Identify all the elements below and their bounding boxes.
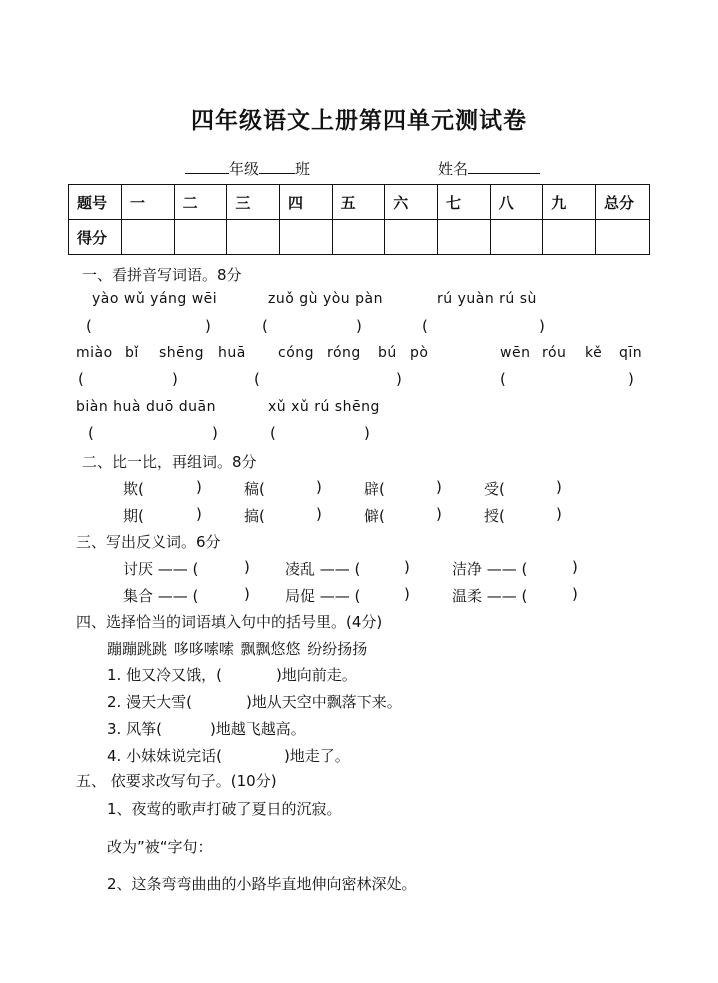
compare-close: ) (316, 505, 322, 523)
compare-item: 受( (484, 480, 505, 498)
sentence-after: )地走了。 (283, 747, 350, 765)
name-label: 姓名 (438, 160, 469, 178)
antonym-item: 讨厌 —— ( (123, 560, 199, 578)
grade-label: 年级 (229, 160, 260, 178)
table-cell: 二 (174, 185, 227, 220)
table-cell: 五 (332, 185, 385, 220)
score-input-cell[interactable] (490, 220, 543, 255)
pinyin: bú (378, 345, 397, 361)
name-blank[interactable] (468, 159, 540, 174)
antonym-item: 洁净 —— ( (452, 560, 528, 578)
table-cell: 三 (227, 185, 280, 220)
answer-paren-open: ( (422, 317, 428, 335)
pinyin: yào wǔ yáng wēi (92, 291, 218, 307)
answer-paren-close: ) (205, 317, 211, 335)
answer-paren-open: ( (262, 317, 268, 335)
sentence-before: 3. 风筝( (107, 720, 162, 738)
answer-paren-open: ( (86, 317, 92, 335)
section4-heading: 四、选择恰当的词语填入句中的括号里。(4分) (76, 613, 383, 631)
sentence-before: 1. 他又冷又饿，( (107, 666, 222, 684)
compare-item: 辟( (364, 480, 385, 498)
pinyin: qīn (619, 345, 643, 361)
score-input-cell[interactable] (174, 220, 227, 255)
table-cell: 六 (385, 185, 438, 220)
score-input-cell[interactable] (332, 220, 385, 255)
pinyin: róng (327, 345, 361, 361)
compare-close: ) (196, 478, 202, 496)
answer-paren-close: ) (356, 317, 362, 335)
compare-item: 搞( (244, 507, 265, 525)
compare-item: 期( (123, 507, 144, 525)
score-input-cell[interactable] (437, 220, 490, 255)
fill-sentence-4 (107, 745, 350, 766)
pinyin: xǔ xǔ rú shēng (268, 399, 380, 415)
antonym-item: 局促 —— ( (285, 587, 361, 605)
table-cell: 四 (279, 185, 332, 220)
grade-class-line (185, 158, 310, 179)
table-cell: 题号 (69, 185, 122, 220)
table-cell: 得分 (69, 220, 122, 255)
pinyin: zuǒ gù yòu pàn (268, 291, 383, 307)
class-blank[interactable] (259, 159, 295, 174)
antonym-item: 温柔 —— ( (452, 587, 528, 605)
section5-heading: 五、 依要求改写句子。(10分) (76, 772, 277, 790)
pinyin: pò (410, 345, 429, 361)
score-table (68, 184, 650, 255)
rewrite-question-2: 2、这条弯弯曲曲的小路毕直地伸向密林深处。 (107, 875, 417, 893)
pinyin: wēn (500, 345, 531, 361)
table-cell: 总分 (596, 185, 650, 220)
page-title: 四年级语文上册第四单元测试卷 (191, 107, 527, 134)
sentence-before: 2. 漫天大雪( (107, 693, 192, 711)
compare-item: 僻( (364, 507, 385, 525)
compare-close: ) (436, 505, 442, 523)
table-cell: 八 (490, 185, 543, 220)
answer-paren-close: ) (172, 370, 178, 388)
antonym-close: ) (404, 585, 410, 603)
sentence-after: )地从天空中飘落下来。 (245, 693, 402, 711)
sentence-before: 4. 小妹妹说完话( (107, 747, 222, 765)
answer-paren-open: ( (270, 424, 276, 442)
compare-close: ) (316, 478, 322, 496)
name-line (438, 158, 540, 179)
word-options: 蹦蹦跳跳 哆哆嗦嗦 飘飘悠悠 纷纷扬扬 (107, 640, 368, 658)
answer-paren-open: ( (88, 424, 94, 442)
pinyin: huā (218, 345, 246, 361)
section2-heading: 二、比一比，再组词。8分 (82, 453, 257, 471)
antonym-close: ) (244, 585, 250, 603)
fill-sentence-3 (107, 718, 306, 739)
pinyin: cóng (278, 345, 315, 361)
answer-paren-close: ) (396, 370, 402, 388)
score-table-score-row (69, 220, 650, 255)
score-input-cell[interactable] (596, 220, 650, 255)
section3-heading: 三、写出反义词。6分 (76, 533, 221, 551)
antonym-item: 集合 —— ( (123, 587, 199, 605)
antonym-item: 凌乱 —— ( (285, 560, 361, 578)
pinyin: kě (585, 345, 603, 361)
fill-sentence-1 (107, 664, 357, 685)
compare-item: 欺( (123, 480, 144, 498)
score-input-cell[interactable] (227, 220, 280, 255)
pinyin: miào (76, 345, 113, 361)
section1-heading: 一、看拼音写词语。8分 (82, 266, 242, 284)
answer-paren-close: ) (539, 317, 545, 335)
answer-paren-open: ( (78, 370, 84, 388)
answer-paren-open: ( (254, 370, 260, 388)
table-cell: 七 (437, 185, 490, 220)
score-input-cell[interactable] (279, 220, 332, 255)
antonym-close: ) (572, 585, 578, 603)
answer-paren-open: ( (500, 370, 506, 388)
compare-item: 稿( (244, 480, 265, 498)
score-input-cell[interactable] (543, 220, 596, 255)
sentence-after: )地越飞越高。 (209, 720, 306, 738)
rewrite-question-1: 1、夜莺的歌声打破了夏日的沉寂。 (107, 800, 342, 818)
grade-blank[interactable] (185, 159, 229, 174)
compare-close: ) (436, 478, 442, 496)
compare-close: ) (196, 505, 202, 523)
compare-item: 授( (484, 507, 505, 525)
score-input-cell[interactable] (122, 220, 175, 255)
fill-sentence-2 (107, 691, 402, 712)
table-cell: 九 (543, 185, 596, 220)
table-cell: 一 (122, 185, 175, 220)
pinyin: bǐ (125, 345, 139, 361)
antonym-close: ) (244, 558, 250, 576)
pinyin: biàn huà duō duān (76, 399, 216, 415)
pinyin: shēng (159, 345, 205, 361)
compare-close: ) (556, 478, 562, 496)
answer-paren-close: ) (364, 424, 370, 442)
sentence-after: )地向前走。 (275, 666, 357, 684)
answer-paren-close: ) (628, 370, 634, 388)
pinyin: rú yuàn rú sù (437, 291, 537, 307)
class-label: 班 (295, 160, 311, 178)
rewrite-instruction-1: 改为”被“字句： (107, 838, 213, 856)
antonym-close: ) (404, 558, 410, 576)
score-input-cell[interactable] (385, 220, 438, 255)
compare-close: ) (556, 505, 562, 523)
score-table-header-row (69, 185, 650, 220)
answer-paren-close: ) (212, 424, 218, 442)
pinyin: róu (542, 345, 567, 361)
antonym-close: ) (572, 558, 578, 576)
